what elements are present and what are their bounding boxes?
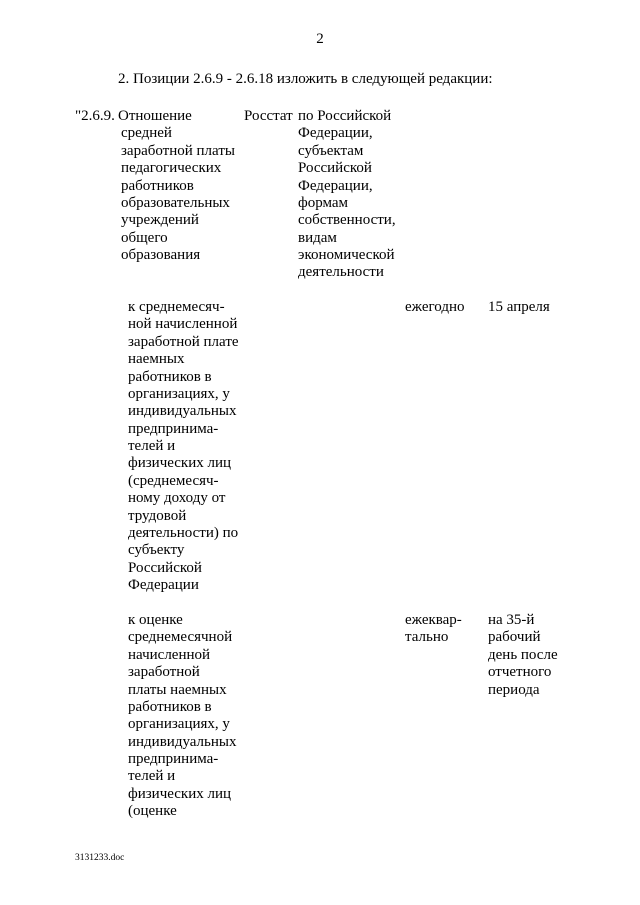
frequency: ежеквар- тально [405, 612, 462, 646]
responsible-agency: Росстат [244, 108, 293, 124]
deadline: на 35-й рабочий день после отчетного периода [488, 612, 558, 698]
data-breakdown: по Российской Федерации, субъектам Российской Федерации, формам собственности, видам экономической деятельности [298, 108, 396, 281]
indicator-name: к оценке среднемесячной начисленной заработной платы наемных работников в организациях, у индивидуальных предпринима- телей и физических лиц (оценке [128, 612, 237, 820]
frequency: ежегодно [405, 299, 465, 315]
indicator-name: к среднемесяч- ной начисленной заработной плате наемных работников в организациях, у индивидуальных предпринима- телей и физических лиц (среднемесяч- ному доходу от трудовой деятельности) по субъекту Российской Федерации [128, 299, 239, 593]
deadline: 15 апреля [488, 299, 550, 315]
page-number: 2 [316, 31, 324, 47]
indicator-name: Отношение средней заработной платы педагогических работников образовательных учреждений общего образования [118, 108, 235, 263]
intro-paragraph: 2. Позиции 2.6.9 - 2.6.18 изложить в следующей редакции: [118, 71, 493, 87]
document-filename: 3131233.doc [75, 853, 125, 863]
position-code: "2.6.9. [75, 108, 115, 124]
